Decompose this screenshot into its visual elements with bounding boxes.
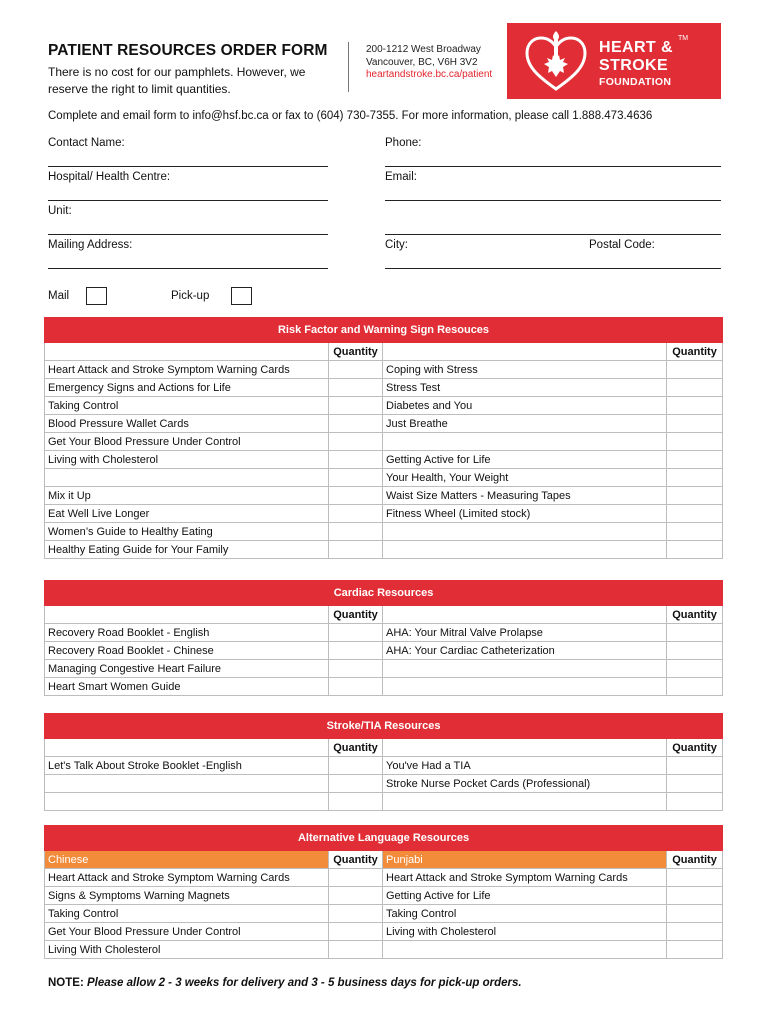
- resource-item-left: Recovery Road Booklet - Chinese: [45, 642, 329, 660]
- pickup-label: Pick-up: [171, 290, 210, 302]
- quantity-input-right[interactable]: [667, 887, 723, 905]
- quantity-input-right[interactable]: [667, 433, 723, 451]
- resource-item-right: Fitness Wheel (Limited stock): [383, 505, 667, 523]
- left-column-subheader: [45, 739, 329, 757]
- header-divider: [348, 42, 349, 92]
- resource-item-right: Heart Attack and Stroke Symptom Warning Cards: [383, 869, 667, 887]
- resource-item-right: [383, 660, 667, 678]
- address-city: Vancouver, BC, V6H 3V2: [366, 56, 478, 68]
- resource-row: [45, 433, 723, 451]
- hospital-label: Hospital/ Health Centre:: [48, 171, 171, 183]
- quantity-input-right[interactable]: [667, 541, 723, 559]
- quantity-header: Quantity: [329, 343, 383, 361]
- city-label: City:: [385, 239, 408, 251]
- quantity-input-right[interactable]: [667, 379, 723, 397]
- resource-item-left: Taking Control: [45, 397, 329, 415]
- resource-item-left: Healthy Eating Guide for Your Family: [45, 541, 329, 559]
- resource-item-left: [45, 469, 329, 487]
- resource-item-left: Heart Attack and Stroke Symptom Warning Cards: [45, 361, 329, 379]
- hospital-field[interactable]: [48, 200, 328, 201]
- quantity-input-right[interactable]: [667, 361, 723, 379]
- quantity-input-right[interactable]: [667, 923, 723, 941]
- quantity-input-right[interactable]: [667, 793, 723, 811]
- resource-item-right: [383, 541, 667, 559]
- left-column-subheader: Chinese: [45, 851, 329, 869]
- quantity-input-left[interactable]: [329, 642, 383, 660]
- resource-row: [45, 505, 723, 523]
- resource-row: [45, 469, 723, 487]
- phone-field[interactable]: [385, 166, 721, 167]
- quantity-input-left[interactable]: [329, 487, 383, 505]
- quantity-input-left[interactable]: [329, 624, 383, 642]
- resource-item-right: [383, 941, 667, 959]
- quantity-input-right[interactable]: [667, 642, 723, 660]
- resource-item-left: Mix it Up: [45, 487, 329, 505]
- resource-item-left: Get Your Blood Pressure Under Control: [45, 923, 329, 941]
- address-block: [366, 44, 492, 82]
- resource-item-right: Stress Test: [383, 379, 667, 397]
- resource-item-right: Coping with Stress: [383, 361, 667, 379]
- resource-item-left: Living with Cholesterol: [45, 451, 329, 469]
- quantity-input-left[interactable]: [329, 433, 383, 451]
- quantity-input-right[interactable]: [667, 469, 723, 487]
- resource-item-left: Let's Talk About Stroke Booklet -English: [45, 757, 329, 775]
- resource-item-right: [383, 433, 667, 451]
- mail-label: Mail: [48, 290, 70, 302]
- resource-item-left: Heart Smart Women Guide: [45, 678, 329, 696]
- resource-row: [45, 523, 723, 541]
- quantity-input-left[interactable]: [329, 361, 383, 379]
- mailing-address-field[interactable]: [48, 268, 328, 269]
- quantity-input-right[interactable]: [667, 941, 723, 959]
- quantity-input-left[interactable]: [329, 469, 383, 487]
- quantity-input-right[interactable]: [667, 451, 723, 469]
- intro-line: There is no cost for our pamphlets. However, we: [48, 65, 306, 79]
- resource-row: [45, 624, 723, 642]
- intro-line: reserve the right to limit quantities.: [48, 82, 231, 96]
- quantity-input-left[interactable]: [329, 505, 383, 523]
- resource-row: [45, 905, 723, 923]
- quantity-input-left[interactable]: [329, 941, 383, 959]
- resource-item-right: Stroke Nurse Pocket Cards (Professional): [383, 775, 667, 793]
- logo-text-foundation: FOUNDATION: [599, 76, 672, 88]
- quantity-input-left[interactable]: [329, 757, 383, 775]
- section-title: Risk Factor and Warning Sign Resouces: [45, 318, 723, 343]
- contact-name-label: Contact Name:: [48, 137, 125, 149]
- quantity-input-right[interactable]: [667, 397, 723, 415]
- resource-item-left: Living With Cholesterol: [45, 941, 329, 959]
- city-postal-field[interactable]: [385, 268, 721, 269]
- resource-row: [45, 451, 723, 469]
- quantity-input-right[interactable]: [667, 487, 723, 505]
- logo-text-stroke: STROKE: [599, 57, 669, 74]
- right-column-subheader: [383, 343, 667, 361]
- quantity-input-left[interactable]: [329, 905, 383, 923]
- stroke-tia-table: [44, 713, 723, 811]
- resource-item-left: Get Your Blood Pressure Under Control: [45, 433, 329, 451]
- resource-item-left: [45, 775, 329, 793]
- heart-stroke-logo: [507, 23, 721, 99]
- address-street: 200-1212 West Broadway: [366, 44, 481, 55]
- quantity-input-left[interactable]: [329, 775, 383, 793]
- resource-row: [45, 941, 723, 959]
- quantity-header: Quantity: [329, 606, 383, 624]
- quantity-input-right[interactable]: [667, 775, 723, 793]
- quantity-input-right[interactable]: [667, 905, 723, 923]
- resource-row: [45, 397, 723, 415]
- quantity-header: Quantity: [667, 739, 723, 757]
- quantity-input-right[interactable]: [667, 505, 723, 523]
- resource-row: [45, 487, 723, 505]
- right-column-subheader: [383, 606, 667, 624]
- resource-item-right: Just Breathe: [383, 415, 667, 433]
- right-column-subheader: Punjabi: [383, 851, 667, 869]
- quantity-header: Quantity: [667, 606, 723, 624]
- pickup-checkbox[interactable]: [231, 287, 252, 305]
- resource-row: [45, 923, 723, 941]
- quantity-input-left[interactable]: [329, 678, 383, 696]
- resource-item-left: Eat Well Live Longer: [45, 505, 329, 523]
- resource-item-left: Taking Control: [45, 905, 329, 923]
- quantity-input-left[interactable]: [329, 793, 383, 811]
- cardiac-table: [44, 580, 723, 696]
- alt-language-table: [44, 825, 723, 959]
- order-instructions: Complete and email form to info@hsf.bc.ca or fax to (604) 730-7355. For more information, please call 1.888.473.4636: [48, 110, 653, 122]
- resource-item-left: [45, 793, 329, 811]
- extra-line[interactable]: [385, 234, 721, 235]
- resource-item-left: Heart Attack and Stroke Symptom Warning Cards: [45, 869, 329, 887]
- resource-item-right: Your Health, Your Weight: [383, 469, 667, 487]
- email-field[interactable]: [385, 200, 721, 201]
- address-url[interactable]: heartandstroke.bc.ca/patient: [366, 69, 493, 80]
- resource-item-right: AHA: Your Mitral Valve Prolapse: [383, 624, 667, 642]
- unit-label: Unit:: [48, 205, 72, 217]
- resource-row: [45, 379, 723, 397]
- quantity-input-left[interactable]: [329, 415, 383, 433]
- section-title: Cardiac Resources: [45, 581, 723, 606]
- logo-trademark: TM: [678, 35, 689, 42]
- quantity-input-left[interactable]: [329, 887, 383, 905]
- quantity-header: Quantity: [329, 739, 383, 757]
- quantity-header: Quantity: [667, 343, 723, 361]
- resource-item-right: [383, 678, 667, 696]
- quantity-header: Quantity: [329, 851, 383, 869]
- resource-item-left: Managing Congestive Heart Failure: [45, 660, 329, 678]
- resource-item-right: You've Had a TIA: [383, 757, 667, 775]
- quantity-input-right[interactable]: [667, 415, 723, 433]
- quantity-header: Quantity: [667, 851, 723, 869]
- note-text: Please allow 2 - 3 weeks for delivery and 3 - 5 business days for pick-up orders.: [86, 977, 522, 989]
- email-label: Email:: [385, 171, 417, 183]
- unit-field[interactable]: [48, 234, 328, 235]
- quantity-input-left[interactable]: [329, 869, 383, 887]
- quantity-input-left[interactable]: [329, 923, 383, 941]
- right-column-subheader: [383, 739, 667, 757]
- logo-text-heart: HEART &: [599, 39, 673, 56]
- resource-row: [45, 361, 723, 379]
- resource-item-right: Getting Active for Life: [383, 451, 667, 469]
- resource-item-left: Blood Pressure Wallet Cards: [45, 415, 329, 433]
- resource-row: [45, 757, 723, 775]
- quantity-input-left[interactable]: [329, 451, 383, 469]
- resource-row: [45, 775, 723, 793]
- quantity-input-left[interactable]: [329, 541, 383, 559]
- phone-label: Phone:: [385, 137, 422, 149]
- quantity-input-left[interactable]: [329, 523, 383, 541]
- quantity-input-left[interactable]: [329, 397, 383, 415]
- resource-item-left: Recovery Road Booklet - English: [45, 624, 329, 642]
- resource-row: [45, 887, 723, 905]
- quantity-input-left[interactable]: [329, 379, 383, 397]
- note-prefix: NOTE:: [48, 977, 87, 989]
- resource-item-left: Emergency Signs and Actions for Life: [45, 379, 329, 397]
- left-column-subheader: [45, 606, 329, 624]
- resource-row: [45, 869, 723, 887]
- resource-row: [45, 642, 723, 660]
- resource-row: [45, 541, 723, 559]
- resource-row: [45, 793, 723, 811]
- resource-item-right: AHA: Your Cardiac Catheterization: [383, 642, 667, 660]
- contact-name-field[interactable]: [48, 166, 328, 167]
- section-title: Stroke/TIA Resources: [45, 714, 723, 739]
- resource-item-left: Signs & Symptoms Warning Magnets: [45, 887, 329, 905]
- resource-item-right: [383, 523, 667, 541]
- heart-torch-icon: [519, 31, 593, 93]
- resource-item-right: Getting Active for Life: [383, 887, 667, 905]
- resource-item-right: Waist Size Matters - Measuring Tapes: [383, 487, 667, 505]
- resource-row: [45, 415, 723, 433]
- delivery-note: [48, 977, 522, 989]
- resource-item-right: Taking Control: [383, 905, 667, 923]
- mail-checkbox[interactable]: [86, 287, 107, 305]
- resource-item-right: [383, 793, 667, 811]
- form-title: PATIENT RESOURCES ORDER FORM: [48, 42, 328, 59]
- resource-row: [45, 660, 723, 678]
- resource-item-right: Living with Cholesterol: [383, 923, 667, 941]
- resource-item-right: Diabetes and You: [383, 397, 667, 415]
- postal-code-label: Postal Code:: [589, 239, 655, 251]
- quantity-input-left[interactable]: [329, 660, 383, 678]
- resource-item-left: Women’s Guide to Healthy Eating: [45, 523, 329, 541]
- intro-text: [48, 64, 338, 98]
- mailing-address-label: Mailing Address:: [48, 239, 133, 251]
- quantity-input-right[interactable]: [667, 869, 723, 887]
- resource-row: [45, 678, 723, 696]
- quantity-input-right[interactable]: [667, 523, 723, 541]
- risk-factor-table: [44, 317, 723, 559]
- section-title: Alternative Language Resources: [45, 826, 723, 851]
- quantity-input-right[interactable]: [667, 624, 723, 642]
- quantity-input-right[interactable]: [667, 678, 723, 696]
- left-column-subheader: [45, 343, 329, 361]
- quantity-input-right[interactable]: [667, 757, 723, 775]
- quantity-input-right[interactable]: [667, 660, 723, 678]
